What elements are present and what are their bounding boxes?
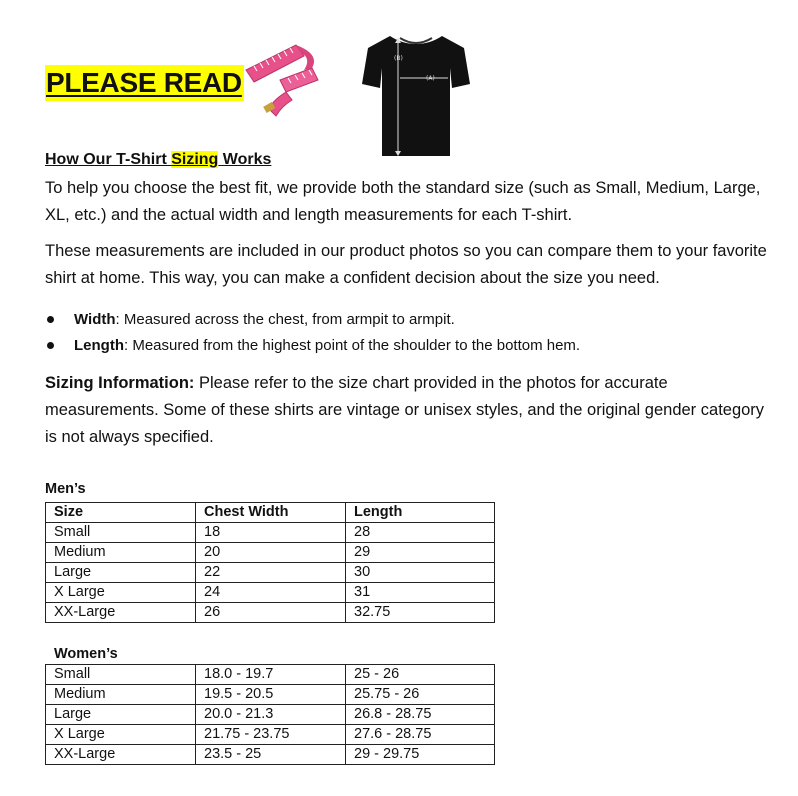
sizing-information: Sizing Information: Please refer to the size chart provided in the photos for accurate measurements. Some of these shirts are vintage or unisex styles, and the original gender category is not always specified. [45,374,765,446]
bullet-length: Length: Measured from the highest point of the shoulder to the bottom hem. [45,333,580,359]
table-row: Small 18 28 [46,523,495,543]
measurement-bullets [45,307,580,359]
table-row: X Large 21.75 - 23.75 27.6 - 28.75 [46,725,495,745]
table-row: Medium 20 29 [46,543,495,563]
table-header-row: Size Chest Width Length [46,503,495,523]
intro-paragraph-1: To help you choose the best fit, we provide both the standard size (such as Small, Medium, Large, XL, etc.) and the actual width and length measurements for each T-shirt. [45,179,761,224]
mens-caption: Men’s [45,481,86,497]
table-row: Large 22 30 [46,563,495,583]
bullet-dot-icon [47,342,54,349]
bullet-width: Width: Measured across the chest, from armpit to armpit. [45,307,580,333]
measuring-tape-icon [240,40,320,120]
intro-paragraph-2: These measurements are included in our product photos so you can compare them to your favorite shirt at home. This way, you can make a confident decision about the size you need. [45,242,767,287]
table-row: X Large 24 31 [46,583,495,603]
table-row: XX-Large 23.5 - 25 29 - 29.75 [46,745,495,765]
please-read-banner: PLEASE READ [45,65,244,101]
table-row: XX-Large 26 32.75 [46,603,495,623]
mens-size-table [45,502,495,623]
sizing-heading: How Our T-Shirt Sizing Works [45,151,272,168]
svg-text:(B): (B) [394,55,403,62]
womens-size-table [45,664,495,765]
svg-text:(A): (A) [426,75,435,82]
table-row: Large 20.0 - 21.3 26.8 - 28.75 [46,705,495,725]
table-row: Medium 19.5 - 20.5 25.75 - 26 [46,685,495,705]
bullet-dot-icon [47,316,54,323]
womens-caption: Women’s [54,646,118,662]
tshirt-measurement-diagram [360,30,472,160]
table-row: Small 18.0 - 19.7 25 - 26 [46,665,495,685]
